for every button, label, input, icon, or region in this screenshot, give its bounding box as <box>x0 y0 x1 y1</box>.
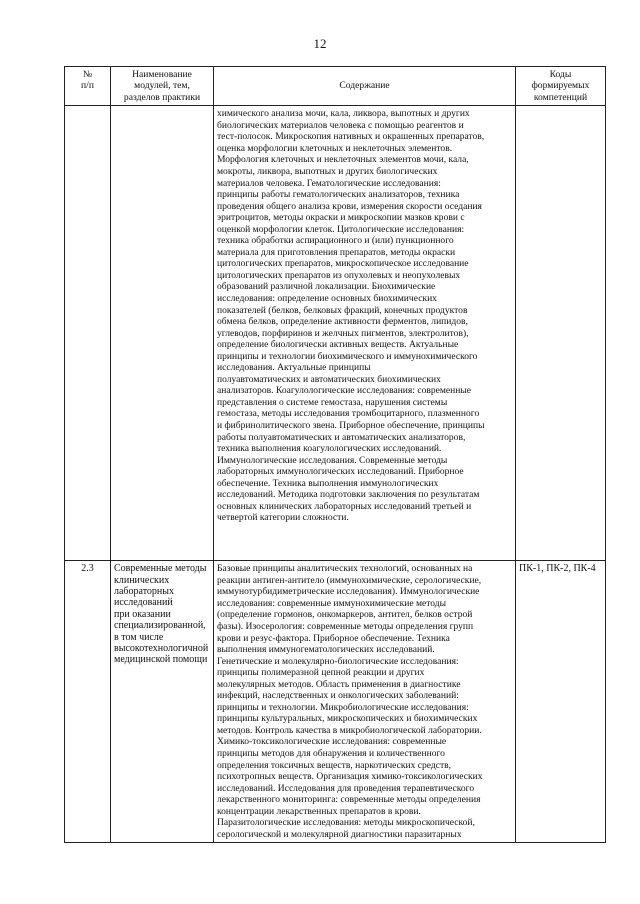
text-line: исследований. Исследования для проведения терапевтического <box>217 782 475 794</box>
text-line: тест-полосок. Микроскопия нативных и окрашенных препаратов, <box>217 131 485 143</box>
row-num <box>65 106 111 561</box>
text-line: медицинской помощи <box>114 654 208 666</box>
text-line: исследования: определение основных биохимических <box>217 292 437 304</box>
text-line: принципы культуральных, микроскопических и биохимических <box>217 713 478 725</box>
text-line: образований различной локализации. Биохимические <box>217 281 436 293</box>
text-line: принципы методов для обнаружения и количественного <box>217 747 445 759</box>
text-line: материалов человека. Гематологические исследования: <box>217 177 441 189</box>
text-line: исследований. Методика подготовки заключения по результатам <box>217 489 480 501</box>
text-line: Химико-токсикологические исследования: современные <box>217 736 447 748</box>
text-line: лекарственного мониторинга: современные методы определения <box>217 794 481 806</box>
text-line: в том числе <box>114 631 164 643</box>
text-line: показателей (белков, белковых фракций, конечных продуктов <box>217 304 468 316</box>
text-line: химического анализа мочи, кала, ликвора, выпотных и других <box>217 108 470 120</box>
text-line: фазы). Изосерология: современные методы определения групп <box>217 620 474 632</box>
text-line: реакции антиген-антитело (иммунохимические, серологические, <box>217 574 482 586</box>
text-line: Базовые принципы аналитических технологий, основанных на <box>217 563 473 575</box>
text-line: цитологических препаратов, микроскопическое исследование <box>217 258 469 270</box>
text-line: оценкой морфологии клеток. Цитологические исследования: <box>217 223 465 235</box>
text-line: крови и резус-фактора. Приборное обеспечение. Техника <box>217 632 450 644</box>
text-line: анализаторов. Коагулологические исследования: современные <box>217 385 472 397</box>
text-line: высокотехнологичной <box>114 643 209 655</box>
text-line: психотропных веществ. Организация химико-токсикологических <box>217 771 483 783</box>
header-content: Содержание <box>214 67 516 106</box>
text-line: обеспечение. Техника выполнения иммунологических <box>217 477 439 489</box>
text-line: техника обработки аспирационного и (или) пункционного <box>217 235 454 247</box>
text-line: определения токсичных веществ, наркотических средств, <box>217 759 452 771</box>
row-codes: ПК-1, ПК-2, ПК-4 <box>516 561 606 843</box>
text-line: Современные методы <box>114 563 207 575</box>
row-content <box>214 561 516 843</box>
text-line: иммунотурбидиметрические исследования). Иммунологические <box>217 586 480 598</box>
text-line: принципы работы гематологических анализаторов, техника <box>217 189 460 201</box>
text-line: инфекций, наследственных и онкологических заболеваний: <box>217 690 459 702</box>
header-name: Наименование модулей, тем, разделов практики <box>111 67 214 106</box>
text-line: выполнения иммуногематологических исследований. <box>217 644 435 656</box>
table-row <box>65 561 606 843</box>
text-line: (определение гормонов, онкомаркеров, антител, белков острой <box>217 609 473 621</box>
header-num: № п/п <box>65 67 111 106</box>
text-line: клинических <box>114 574 170 586</box>
text-line: биологических материалов человека с помощью реагентов и <box>217 119 464 131</box>
text-line: молекулярных методов. Область применения в диагностике <box>217 678 461 690</box>
text-line: полуавтоматических и автоматических биохимических <box>217 373 441 385</box>
text-line: лабораторных иммунологических исследований. Приборное <box>217 466 464 478</box>
text-line: Паразитологические исследования: методы микроскопической, <box>217 817 475 829</box>
row-content <box>214 106 516 561</box>
text-line: представления о системе гемостаза, нарушения системы <box>217 396 448 408</box>
text-line: и фибринолитического звена. Приборное обеспечение, принципы <box>217 419 485 431</box>
page-number: 12 <box>313 36 327 51</box>
text-line: цитологических препаратов из опухолевых и неопухолевых <box>217 269 461 281</box>
text-line: методов. Контроль качества в микробиологической лаборатории. <box>217 724 482 736</box>
text-line: Морфология клеточных и неклеточных элементов мочи, кала, <box>217 154 469 166</box>
row-num: 2.3 <box>65 561 111 843</box>
row-codes <box>516 106 606 561</box>
text-line: оценка морфологии клеточных и неклеточных элементов. <box>217 142 453 154</box>
text-line: определение биологически активных веществ. Актуальные <box>217 339 459 351</box>
text-line: Иммунологические исследования. Современные методы <box>217 454 448 466</box>
text-line: исследования: современные иммунохимические методы <box>217 597 447 609</box>
text-line: мокроты, ликвора, выпотных и других биологических <box>217 165 438 177</box>
text-line: углеводов, порфиринов и желчных пигментов, электролитов), <box>217 327 469 339</box>
text-line: гемостаза, методы исследования тромбоцитарного, плазменного <box>217 408 480 420</box>
table-row <box>65 106 606 561</box>
text-line: проведения общего анализа крови, измерения скорости оседания <box>217 200 482 212</box>
curriculum-table <box>64 66 606 843</box>
row-name <box>111 561 214 843</box>
text-line: обмена белков, определение активности ферментов, липидов, <box>217 316 468 328</box>
text-line: эритроцитов, методы окраски и микроскопии мазков крови с <box>217 212 465 224</box>
text-line: Генетические и молекулярно-биологические исследования: <box>217 655 459 667</box>
text-line: техника выполнения коагулологических исследований. <box>217 443 442 455</box>
row-name <box>111 106 214 561</box>
header-codes: Коды формируемых компетенций <box>516 67 606 106</box>
text-line: исследований <box>114 597 173 609</box>
text-line: концентрации лекарственных препаратов в крови. <box>217 805 421 817</box>
text-line: четвертой категории сложности. <box>217 512 349 524</box>
text-line: основных клинических лабораторных исследований третьей и <box>217 500 472 512</box>
text-line: принципы и технологии. Микробиологические исследования: <box>217 701 469 713</box>
text-line: работы полуавтоматических и автоматических анализаторов, <box>217 431 466 443</box>
text-line: принципы и технологии биохимического и иммунохимического <box>217 350 478 362</box>
table-header-row <box>65 67 606 106</box>
text-line: материала для приготовления препаратов, методы окраски <box>217 246 456 258</box>
text-line: серологической и молекулярной диагностики паразитарных <box>217 828 462 840</box>
text-line: специализированной, <box>114 620 206 632</box>
text-line: исследования. Актуальные принципы <box>217 362 371 374</box>
text-line: при оказании <box>114 608 171 620</box>
text-line: принципы полимеразной цепной реакции и других <box>217 667 425 679</box>
text-line: лабораторных <box>114 586 175 598</box>
